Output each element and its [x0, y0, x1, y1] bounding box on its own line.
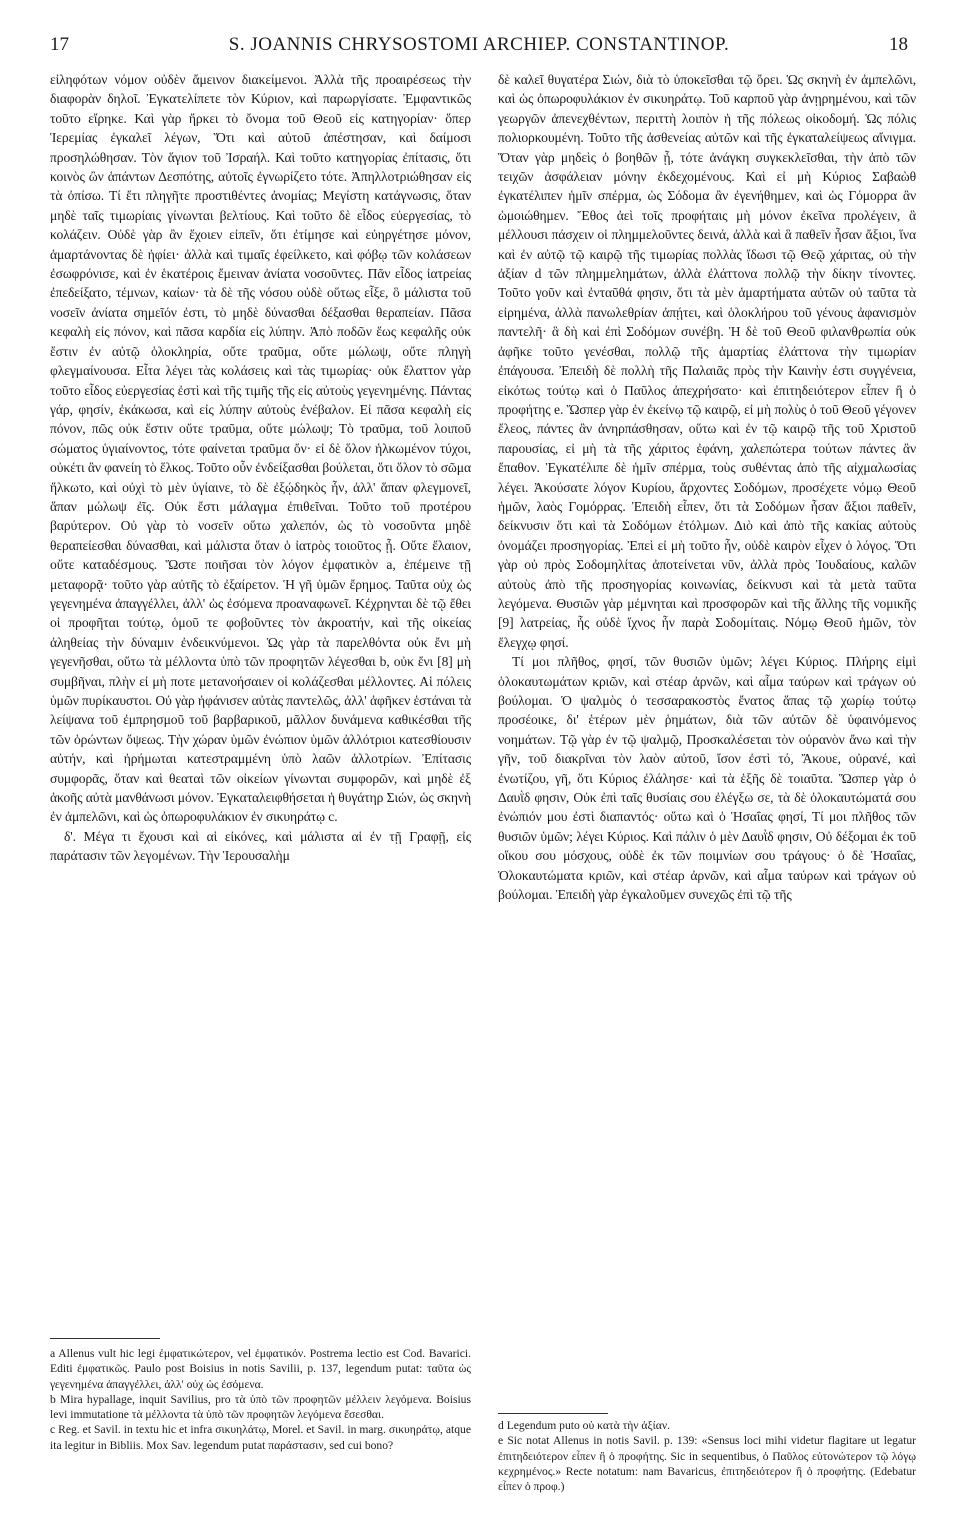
footnote-c: c Reg. et Savil. in textu hic et infra σικυηλάτῳ, Morel. et Savil. in marg. σικυηράτῳ, atque ita legitur in Bibliis. Mox Sav. legendum putat παράστασιν, sed cui bono? [50, 1423, 471, 1452]
left-paragraph-1: εἰληφότων νόμον οὐδὲν ἄμεινον διακείμενοι. Ἀλλὰ τῆς προαιρέσεως τὴν διαφορὰν δηλοῖ. Ἐγκατελίπετε τὸν Κύριον, καὶ παρωργίσατε. Ἐμφαντικῶς τοῦτο εἴρηκε. Καὶ γὰρ ἤρκει τὸ ὄνομα τοῦ Θεοῦ εἰς κατηγορίαν· ὅπερ Ἱερεμίας ἐγκαλεῖ λέγων, Ὅτι καὶ αὐτοῦ ἀπέστησαν, καὶ δαίμοσι προσηλώθησαν. Τὸν ἅγιον τοῦ Ἰσραήλ. Καὶ τοῦτο κατηγορίας ἐπίτασις, ὅτι κοινὸς ὢν ἁπάντων Δεσπότης, αὐτοῖς ἐγνωρίζετο τότε. Ἀπηλλοτριώθησαν εἰς τὰ ὀπίσω. Τί ἔτι πληγῆτε προστιθέντες ἀνομίας; Μεγίστη κατάγνωσις, ὅταν μηδὲ ταῖς τιμωρίαις γίνωνται βελτίους. Καὶ τοῦτο δὲ εἶδος εὐεργεσίας, τὸ κολάζειν. Οὐδὲ γὰρ ἂν ἔχοιεν εἰπεῖν, ὅτι ἐτίμησε καὶ εὐηργέτησε μόνον, ἁμαρτάνοντας δὲ ἠφίει· ἀλλὰ καὶ τιμαῖς ἐφείλκετο, καὶ φόβῳ τῶν κολάσεων ἐσωφρόνισε, καὶ ἐν ἑκατέροις ἔμειναν ἀνίατα νοσοῦντες. Πᾶν εἶδος ἰατρείας ἐπεδείξατο, τέμνων, καίων· τὰ δὲ τῆς νόσου οὐδὲ οὕτως εἶξε, ὃ μάλιστα τοῦ νοσεῖν ἀνίατα σημεῖόν ἐστι, τὸ μηδὲ δύνασθαι δέξασθαι θεραπείαν. Πᾶσα κεφαλὴ εἰς πόνον, καὶ πᾶσα καρδία εἰς λύπην. Ἀπὸ ποδῶν ἕως κεφαλῆς οὐκ ἔστιν ἐν αὐτῷ ὁλοκληρία, οὔτε τραῦμα, οὔτε μώλωψ, οὔτε πληγὴ φλεγμαίνουσα. Εἶτα λέγει τὰς κολάσεις καὶ τὰς τιμωρίας· οὐκ ἔλαττον γὰρ τοῦτο εἶδος εὐεργεσίας ἐστὶ καὶ τῆς τιμῆς τῆς εἰς αὐτοὺς γεγενημένης. Πάντας γάρ, φησίν, ἐκάκωσα, καὶ εἰς λύπην αὐτοὺς ἐνέβαλον. Εἰ πᾶσα κεφαλὴ εἰς πόνον, πῶς οὐκ ἔστιν οὔτε τραῦμα, οὔτε μώλωψ; Τὸ τραῦμα, τοῦ λοιποῦ σώματος ὑγιαίνοντος, τότε φαίνεται τραῦμα ὄν· εἰ δὲ ὅλον ἡλκωμένον τύχοι, οὐκέτι ἂν φανείη τὸ ἕλκος. Τοῦτο οὖν ἐνδείξασθαι βούλεται, ὅτι ὅλον τὸ σῶμα ἥλκωτο, καὶ οὐχὶ τὸ μὲν ὑγίαινε, τὸ δὲ ἐξῴδηκὸς ἦν, ἀλλ' ἅπαν φλεγμονεῖ, ἅπαν μώλωψ ἐῖς. Οὐκ ἔστι μάλαγμα ἐπιθεῖναι. Τοῦτο τοῦ προτέρου βαρύτερον. Οὐ γὰρ τὸ νοσεῖν οὕτω χαλεπόν, ὡς τὸ νοσοῦντα μηδὲ θεραπείεσθαι δύνασθαι, καὶ μάλιστα ὅταν ὁ ἰατρὸς τοιοῦτος ᾖ. Οὔτε ἔλαιον, οὔτε καταδέσμους. Ὥστε ποιῆσαι τὸν λόγον ἐμφατικὸν a, ἐπέμεινε τῇ μεταφορᾷ· τοῦτο γὰρ αὐτῆς τὸ ἐξαίρετον. Ἡ γῆ ὑμῶν ἔρημος. Ταῦτα οὐχ ὡς γεγενημένα ἀπαγγέλλει, ἀλλ' ὡς ἐσόμενα προαναφωνεῖ. Κέχρηνται δὲ τῷ ἔθει οἱ προφῆται τούτῳ, ὁμοῦ τε φοβοῦντες τὸν ἀκροατήν, καὶ τῆς οἰκείας ἀληθείας τὴν δύναμιν ἐνδεικνύμενοι. Ὡς γὰρ τὰ παρελθόντα οὐκ ἔνι μὴ γεγενῆσθαι, οὕτω τὰ μέλλοντα ὑπὸ τῶν προφητῶν λέγεσθαι b, οὐκ ἔνι [8] μὴ συμβῆναι, πλὴν εἰ μὴ ποτε μετανοήσαιεν οἱ κολάζεσθαι μέλλοντες. Αἱ πόλεις ὑμῶν πυρίκαυστοι. Οὐ γὰρ ἠφάνισεν αὐτὰς παντελῶς, ἀλλ' ἀφῆκεν ἑστάναι τὰ λείψανα τοῦ ἐμπρησμοῦ τοῦ βαρβαρικοῦ, μᾶλλον δυνάμενα καθικέσθαι τῆς τῶν ὁρώντων ὄψεως. Τὴν χώραν ὑμῶν ἐνώπιον ὑμῶν ἀλλότριοι κατεσθίουσιν αὐτήν, καὶ ἠρήμωται κατεστραμμένη ὑπὸ λαῶν ἀλλοτρίων. Ἐπίτασις συμφορᾶς, ὅταν καὶ θεαταὶ τῶν οἰκείων γίνωνται συμφορῶν, καὶ μηδὲ ἐξ ἀκοῆς αὐτὰ μανθάνωσι μόνον. Ἐγκαταλειφθήσεται ἡ θυγάτηρ Σιών, ὡς σκηνὴ ἐν ἀμπελῶνι, καὶ ὡς ὀπωροφυλάκιον ἐν σικυηράτῳ c. [50, 72, 471, 825]
footnote-d: d Legendum puto οὐ κατὰ τὴν ἀξίαν. [498, 1419, 671, 1432]
right-paragraph-2: Τί μοι πλῆθος, φησί, τῶν θυσιῶν ὑμῶν; λέγει Κύριος. Πλήρης εἰμὶ ὁλοκαυτωμάτων κριῶν, καὶ στέαρ ἀρνῶν, καὶ αἷμα ταύρων καὶ τράγων οὐ βούλομαι. Ὁ ψαλμὸς ὁ τεσσαρακοστὸς ἔνατος ἅπας τῷ χωρίῳ τούτῳ προσέοικε, δι' ἑτέρων μὲν ῥημάτων, διὰ τῶν αὐτῶν δὲ ὑφαινόμενος νοημάτων. Τῷ γὰρ ἐν τῷ ψαλμῷ, Προσκαλέσεται τὸν οὐρανὸν ἄνω καὶ τὴν γῆν, τοῦ διακρῖναι τὸν λαὸν αὐτοῦ, ἴσον ἐστὶ τό, Ἄκουε, οὐρανέ, καὶ ἐνωτίζου, γῆ, ὅτι Κύριος ἐλάλησε· καὶ τὰ ἑξῆς δὲ τοιαῦτα. Ὥσπερ γὰρ ὁ Δαυῒδ φησιν, Οὐκ ἐπὶ ταῖς θυσίαις σου ἐλέγξω σε, τὰ δὲ ὁλοκαυτώματά σου ἐνώπιόν μου ἐστὶ διαπαντός· οὕτω καὶ ὁ Ἡσαΐας φησί, Τί μοι πλῆθος τῶν θυσιῶν ὑμῶν; λέγει Κύριος. Καὶ πάλιν ὁ μὲν Δαυῒδ φησιν, Οὐ δέξομαι ἐκ τοῦ οἴκου σου μόσχους, οὐδὲ ἐκ τῶν ποιμνίων σου τράγους· ὁ δὲ Ἡσαΐας, Ὁλοκαυτώματα κριῶν, καὶ στέαρ ἀρνῶν, καὶ αἷμα ταύρων καὶ τράγων οὐ βούλομαι. Ἐπειδὴ γὰρ ἐγκαλοῦμεν συνεχῶς ἐπὶ τῷ τῆς [498, 654, 916, 903]
footnote-rule-left [50, 1338, 160, 1339]
page-number-right: 18 [889, 34, 908, 55]
footnotes-right [498, 1418, 916, 1494]
running-title: S. JOANNIS CHRYSOSTOMI ARCHIEP. CONSTANTINOP. [228, 34, 730, 55]
left-paragraph-2: δ'. Μέγα τι ἔχουσι καὶ αἱ εἰκόνες, καὶ μάλιστα αἱ ἐν τῇ Γραφῇ, εἰς παράτασιν τῶν λεγομένων. Τὴν Ἱερουσαλὴμ [50, 828, 471, 864]
footnotes-left [50, 1346, 471, 1453]
footnote-e: e Sic notat Allenus in notis Savil. p. 139: «Sensus loci mihi videtur flagitare ut legatur ἐπιτηδειότερον εἶπεν ἢ ὁ προφήτης. Sic in sequentibus, ὁ Παῦλος εὐτονώτερον τῷ λόγῳ κεχρημένος.» Recte notatum: nam Bavaricus, ἐπιτηδειότερον ἢ ὁ προφήτης. (Edebatur εἶπεν ὁ προφ.) [498, 1434, 916, 1494]
page-number-left: 17 [50, 34, 69, 55]
footnote-b: b Mira hypallage, inquit Savilius, pro τὰ ὑπὸ τῶν προφητῶν μέλλειν λεγόμενα. Boisius levi immutatione τὰ μέλλοντα τὰ ὑπὸ τῶν προφητῶν λεγόμενα ἔσεσθαι. [50, 1392, 471, 1422]
right-paragraph-1: δὲ καλεῖ θυγατέρα Σιών, διὰ τὸ ὑποκεῖσθαι τῷ ὄρει. Ὡς σκηνὴ ἐν ἀμπελῶνι, καὶ ὡς ὀπωροφυλάκιον ἐν σικυηράτῳ. Τοῦ καρποῦ γὰρ ἀνῃρημένου, καὶ τῶν γεωργῶν ἀπενεχθέντων, περιττὴ λοιπὸν ἡ τῆς πόλεως οἰκοδομή. Ὡς πόλις πολιορκουμένη. Τοῦτο τῆς ἀσθενείας αὐτῶν καὶ τῆς ἐγκαταλείψεως αἴνιγμα. Ὅταν γὰρ μηδεὶς ὁ βοηθῶν ᾖ, τότε ἀνάγκη συγκεκλεῖσθαι, τὴν ἀπὸ τῶν τειχῶν ἀσφάλειαν μόνην ἐκδεχομένους. Καὶ εἰ μὴ Κύριος Σαβαὼθ ἐγκατέλιπεν ἡμῖν σπέρμα, ὡς Σόδομα ἂν ἐγενήθημεν, καὶ ὡς Γόμορρα ἂν ὡμοιώθημεν. Ἔθος ἀεὶ τοῖς προφήταις μὴ μόνον ἐκεῖνα προλέγειν, ἃ μέλλουσι πάσχειν οἱ πλημμελοῦντες δεινά, ἀλλὰ καὶ ἃ παθεῖν ἦσαν ἄξιοι, ἵνα καὶ ἐν αὐτῷ τῷ καιρῷ τῆς τιμωρίας πολλὰς ἴδωσι τῷ Θεῷ χάριτας, οὐ τὴν ἀξίαν d τῶν πλημμελημάτων, ἀλλὰ ἐλάττονα πολλῷ τὴν δίκην τίνοντες. Τοῦτο γοῦν καὶ ἐνταῦθά φησιν, ὅτι τὰ μὲν ἁμαρτήματα αὐτῶν οὐ ταῦτα τὰ εἰρημένα, ἀλλὰ πανωλεθρίαν ἀπῄτει, καὶ ὁλοκλήρου τοῦ γένους ἀφανισμὸν παντελῆ· ἃ δὴ καὶ ἐπὶ Σοδόμων συνέβη. Ἡ δὲ τοῦ Θεοῦ φιλανθρωπία οὐκ ἀφῆκε τοῦτο γενέσθαι, πολλῷ τῆς ἁμαρτίας ἐλάττονα τὴν τιμωρίαν ἐπάγουσα. Ἐπειδὴ δὲ πολλὴ τῆς Παλαιᾶς πρὸς τὴν Καινὴν ἐστι συγγένεια, εἰκότως τούτῳ καὶ ὁ Παῦλος ἀπεχρήσατο· καὶ ἐπιτηδειότερον εἶπεν ἢ ὁ προφήτης e. Ὥσπερ γὰρ ἐν ἐκείνῳ τῷ καιρῷ, εἰ μὴ πολὺς ὁ τοῦ Θεοῦ γέγονεν ἔλεος, πάντες ἂν ἀνηρπάσθησαν, οὕτω καὶ ἐν τῷ καιρῷ τῆς τοῦ Χριστοῦ παρουσίας, εἰ μὴ τὰ τῆς χάριτος ἐφάνη, χαλεπώτερα τούτων πάντες ἂν ἔπαθον. Ἐγκατέλιπε δὲ ἡμῖν σπέρμα, τοὺς συθέντας ἀπὸ τῆς αἰχμαλωσίας λέγει. Ἀκούσατε λόγον Κυρίου, ἄρχοντες Σοδόμων, προσέχετε νόμῳ Θεοῦ ἡμῶν, λαὸς Γομόρρας. Ἐπειδὴ εἶπεν, ὅτι τὰ Σοδόμων ἦσαν ἄξιοι παθεῖν, δείκνυσιν ὅτι καὶ τὰ Σοδόμων ἐτόλμων. Διὸ καὶ ἀπὸ τῆς κακίας αὐτοὺς ὀνομάζει προσηγορίας. Ἐπεὶ εἰ μὴ τοῦτο ἦν, οὐδὲ καιρὸν εἶχεν ὁ λόγος. Ὅτι γὰρ οὐ πρὸς Σοδομηλίτας ἀποτείνεται νῦν, ἀλλὰ πρὸς Ἰουδαίους, καλῶν αὐτοὺς ἀπὸ τῆς προσηγορίας κοινωνίας, δείκνυσι καὶ τὰ μετὰ ταῦτα λεγόμενα. Θυσιῶν γὰρ μέμνηται καὶ προσφορῶν καὶ τῆς ἄλλης τῆς νομικῆς [9] λατρείας, ἧς οὐδὲ ἴχνος ἦν παρὰ Σοδομίταις. Νόμῳ Θεοῦ ἡμῶν, τὸν ἔλεγχῳ φησί. [498, 72, 916, 650]
left-column [50, 70, 471, 866]
footnote-a: a Allenus vult hic legi ἐμφατικώτερον, vel ἐμφατικόν. Postrema lectio est Cod. Bavarici. Editi ἐμφατικῶς. Paulo post Boisius in notis Savilii, p. 137, legendum putat: ταῦτα ὡς γεγενημένα ἀπαγγέλλει, ἀλλ' οὐχ ὡς ἐσόμενα. [50, 1347, 471, 1391]
footnote-rule-right [498, 1413, 608, 1414]
page-header [50, 34, 908, 60]
right-column [498, 70, 916, 904]
